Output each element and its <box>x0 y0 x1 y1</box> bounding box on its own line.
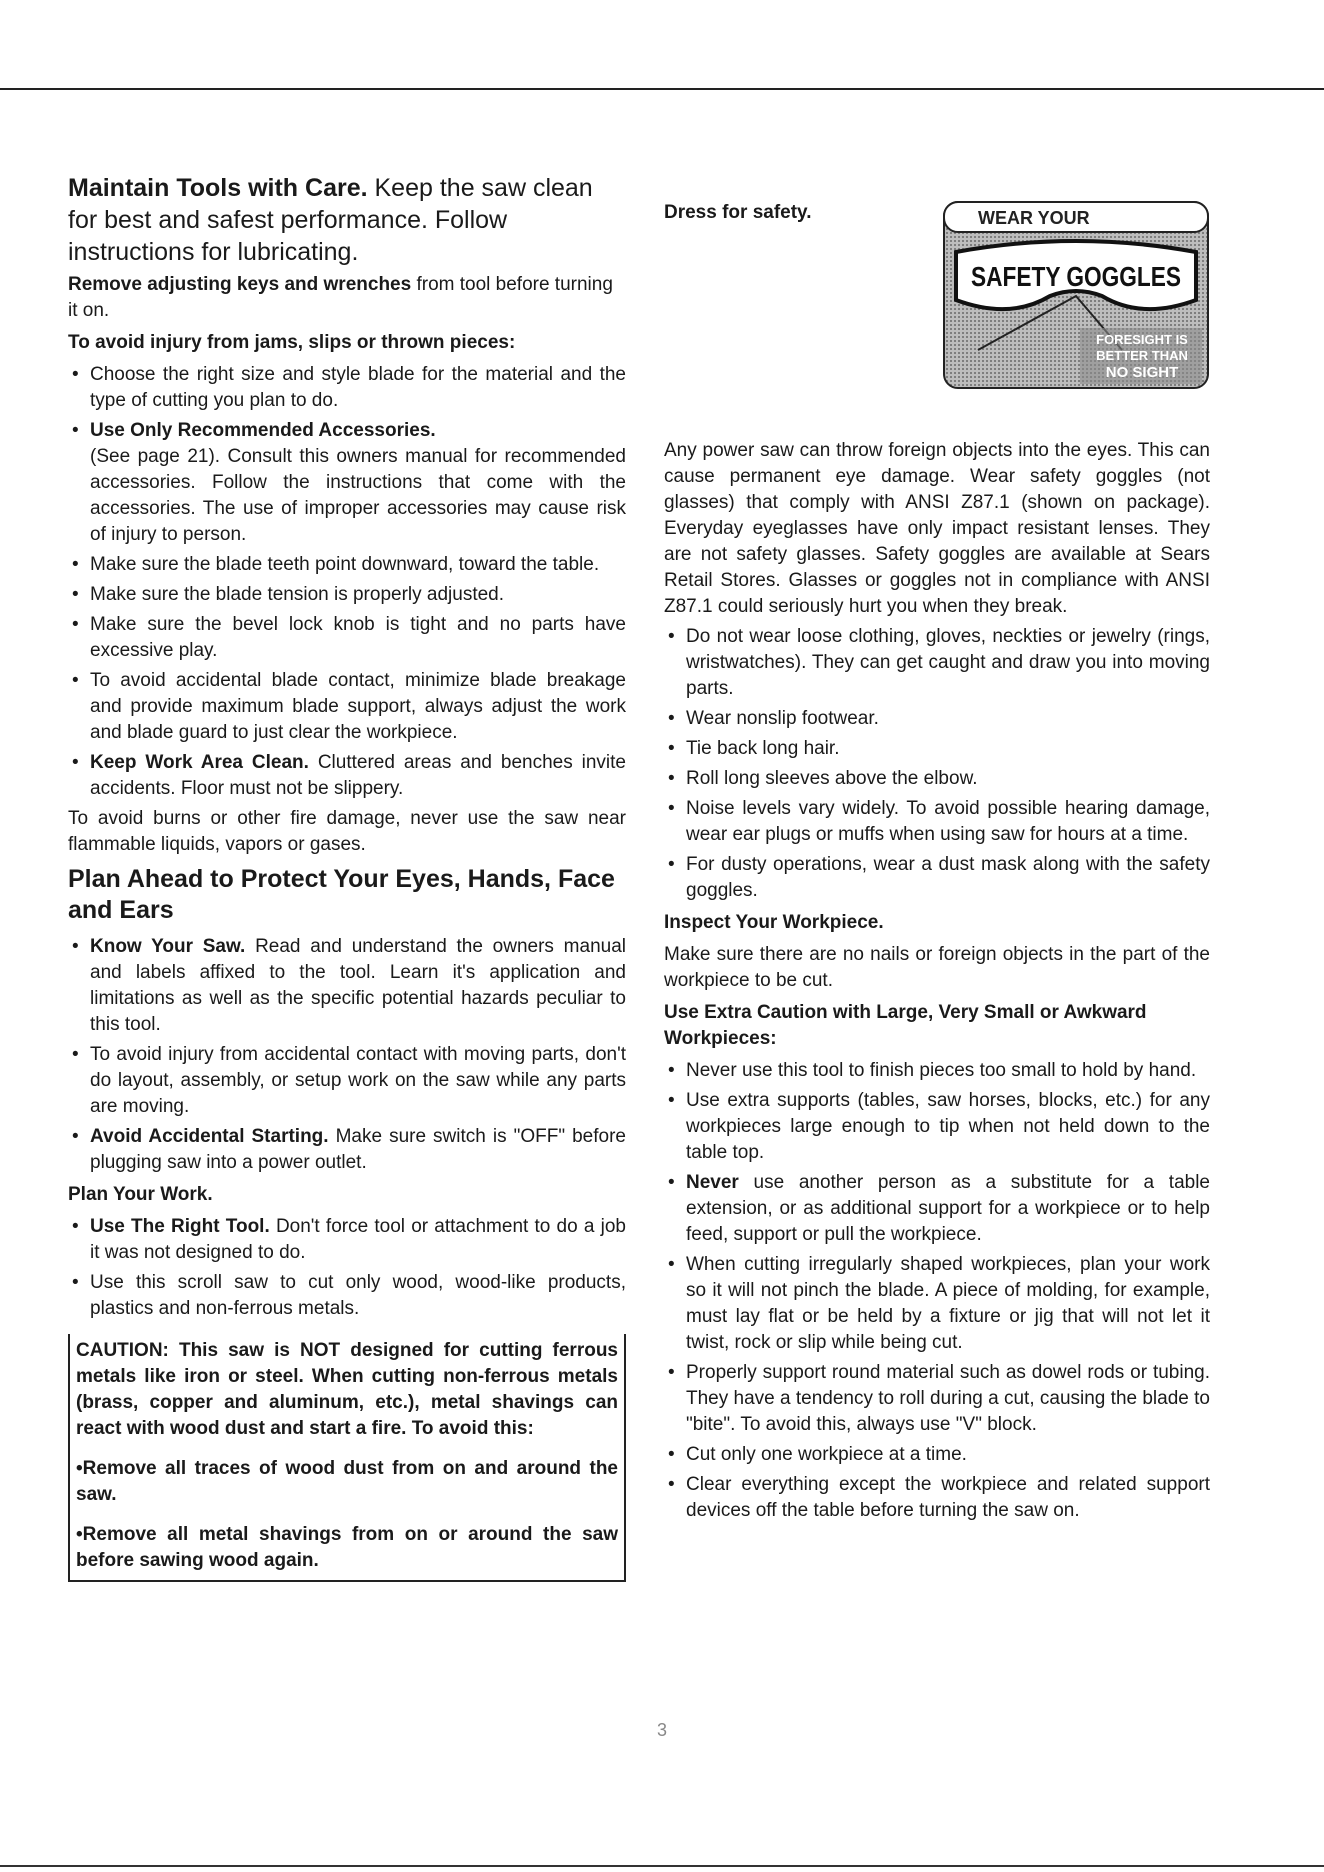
extra-caution-list <box>664 1058 1210 1524</box>
caution-text: CAUTION: This saw is NOT designed for cutting ferrous metals like iron or steel. When cutting non-ferrous metals (brass, copper and aluminum, etc.), metal shavings can react with wood dust and start a fire. To avoid this: <box>76 1340 618 1439</box>
dress-list <box>664 624 1210 904</box>
goggle-tagline-2: BETTER THAN <box>1096 348 1188 363</box>
list-item: • Keep Work Area Clean. Cluttered areas and benches invite accidents. Floor must not be slippery. <box>68 750 626 802</box>
safety-goggles-badge-icon <box>942 200 1210 390</box>
goggle-top-text: WEAR YOUR <box>978 208 1090 228</box>
list-item: • Properly support round material such as dowel rods or tubing. They have a tendency to roll during a cut, causing the blade to "bite". To avoid this, always use "V" block. <box>664 1360 1210 1438</box>
plan-ahead-heading: Plan Ahead to Protect Your Eyes, Hands, Face and Ears <box>68 865 615 924</box>
remove-keys-note: Remove adjusting keys and wrenches from tool before turning it on. <box>68 274 613 321</box>
list-item: • Use Only Recommended Accessories. (See page 21). Consult this owners manual for recommended accessories. Follow the instructions that come with the accessories. The use of improper accessories may cause risk of injury to person. <box>68 418 626 548</box>
list-item: • Make sure the bevel lock knob is tight and no parts have excessive play. <box>68 612 626 664</box>
list-item: • To avoid accidental blade contact, minimize blade breakage and provide maximum blade support, always adjust the work and blade guard to just clear the workpiece. <box>68 668 626 746</box>
list-item: • Never use this tool to finish pieces too small to hold by hand. <box>664 1058 1210 1084</box>
list-item: • Make sure the blade teeth point downward, toward the table. <box>68 552 626 578</box>
goggle-tagline-1: FORESIGHT IS <box>1096 332 1188 347</box>
caution-box <box>68 1334 626 1582</box>
burns-warning: To avoid burns or other fire damage, never use the saw near flammable liquids, vapors or gases. <box>68 808 626 855</box>
plan-work-heading: Plan Your Work. <box>68 1184 213 1205</box>
list-item: • Do not wear loose clothing, gloves, neckties or jewelry (rings, wristwatches). They can get caught and draw you into moving parts. <box>664 624 1210 702</box>
maintain-tools-heading: Maintain Tools with Care. <box>68 174 368 202</box>
left-column <box>68 172 626 1582</box>
list-item: • Choose the right size and style blade for the material and the type of cutting you plan to do. <box>68 362 626 414</box>
extra-caution-heading: Use Extra Caution with Large, Very Small or Awkward Workpieces: <box>664 1002 1147 1049</box>
plan-ahead-list <box>68 934 626 1176</box>
inspect-text: Make sure there are no nails or foreign objects in the part of the workpiece to be cut. <box>664 944 1210 991</box>
plan-work-list <box>68 1214 626 1322</box>
caution-step: •Remove all metal shavings from on or around the saw before sawing wood again. <box>76 1524 618 1571</box>
list-item: • Use The Right Tool. Don't force tool or attachment to do a job it was not designed to do. <box>68 1214 626 1266</box>
list-item: • Wear nonslip footwear. <box>664 706 1210 732</box>
top-rule <box>0 88 1324 90</box>
list-item: • Know Your Saw. Read and understand the owners manual and labels affixed to the tool. Learn it's application and limitations as well as the specific potential hazards peculiar to this tool. <box>68 934 626 1038</box>
list-item: • Avoid Accidental Starting. Make sure switch is "OFF" before plugging saw into a power outlet. <box>68 1124 626 1176</box>
list-item: • Use this scroll saw to cut only wood, wood-like products, plastics and non-ferrous metals. <box>68 1270 626 1322</box>
page-number: 3 <box>656 1720 667 1740</box>
caution-step: •Remove all traces of wood dust from on and around the saw. <box>76 1458 618 1505</box>
goggle-main-text: SAFETY GOGGLES <box>971 261 1181 292</box>
list-item: • Clear everything except the workpiece and related support devices off the table before turning the saw on. <box>664 1472 1210 1524</box>
list-item: • Use extra supports (tables, saw horses, blocks, etc.) for any workpieces large enough to tip when not held down to the table top. <box>664 1088 1210 1166</box>
dress-safety-heading: Dress for safety. <box>664 202 812 223</box>
avoid-injury-list <box>68 362 626 802</box>
right-column <box>664 200 1210 1528</box>
dress-safety-row <box>664 200 1210 390</box>
list-item: • Noise levels vary widely. To avoid possible hearing damage, wear ear plugs or muffs when using saw for hours at a time. <box>664 796 1210 848</box>
inspect-heading: Inspect Your Workpiece. <box>664 912 884 933</box>
goggle-tagline-3: NO SIGHT <box>1105 364 1179 381</box>
list-item: • To avoid injury from accidental contact with moving parts, don't do layout, assembly, or setup work on the saw while any parts are moving. <box>68 1042 626 1120</box>
list-item: • Make sure the blade tension is properly adjusted. <box>68 582 626 608</box>
list-item: • Tie back long hair. <box>664 736 1210 762</box>
eye-damage-paragraph: Any power saw can throw foreign objects into the eyes. This can cause permanent eye damage. Wear safety goggles (not glasses) that comply with ANSI Z87.1 (shown on package). Everyday eyeglasses have only impact resistant lenses. They are not safety glasses. Safety goggles are available at Sears Retail Stores. Glasses or goggles not in compliance with ANSI Z87.1 could seriously hurt you when they break. <box>664 440 1210 617</box>
bottom-rule <box>0 1865 1324 1867</box>
list-item: • Roll long sleeves above the elbow. <box>664 766 1210 792</box>
list-item: • When cutting irregularly shaped workpieces, plan your work so it will not pinch the blade. A piece of molding, for example, must lay flat or be held by a fixture or jig that will not let it twist, rock or slip while being cut. <box>664 1252 1210 1356</box>
list-item: • Cut only one workpiece at a time. <box>664 1442 1210 1468</box>
list-item: • Never use another person as a substitute for a table extension, or as additional support for a workpiece or to help feed, support or pull the workpiece. <box>664 1170 1210 1248</box>
maintain-tools-intro: Maintain Tools with Care. Keep the saw clean for best and safest performance. Follow instructions for lubricating. <box>68 174 593 266</box>
list-item: • For dusty operations, wear a dust mask along with the safety goggles. <box>664 852 1210 904</box>
avoid-injury-heading: To avoid injury from jams, slips or thrown pieces: <box>68 332 516 353</box>
